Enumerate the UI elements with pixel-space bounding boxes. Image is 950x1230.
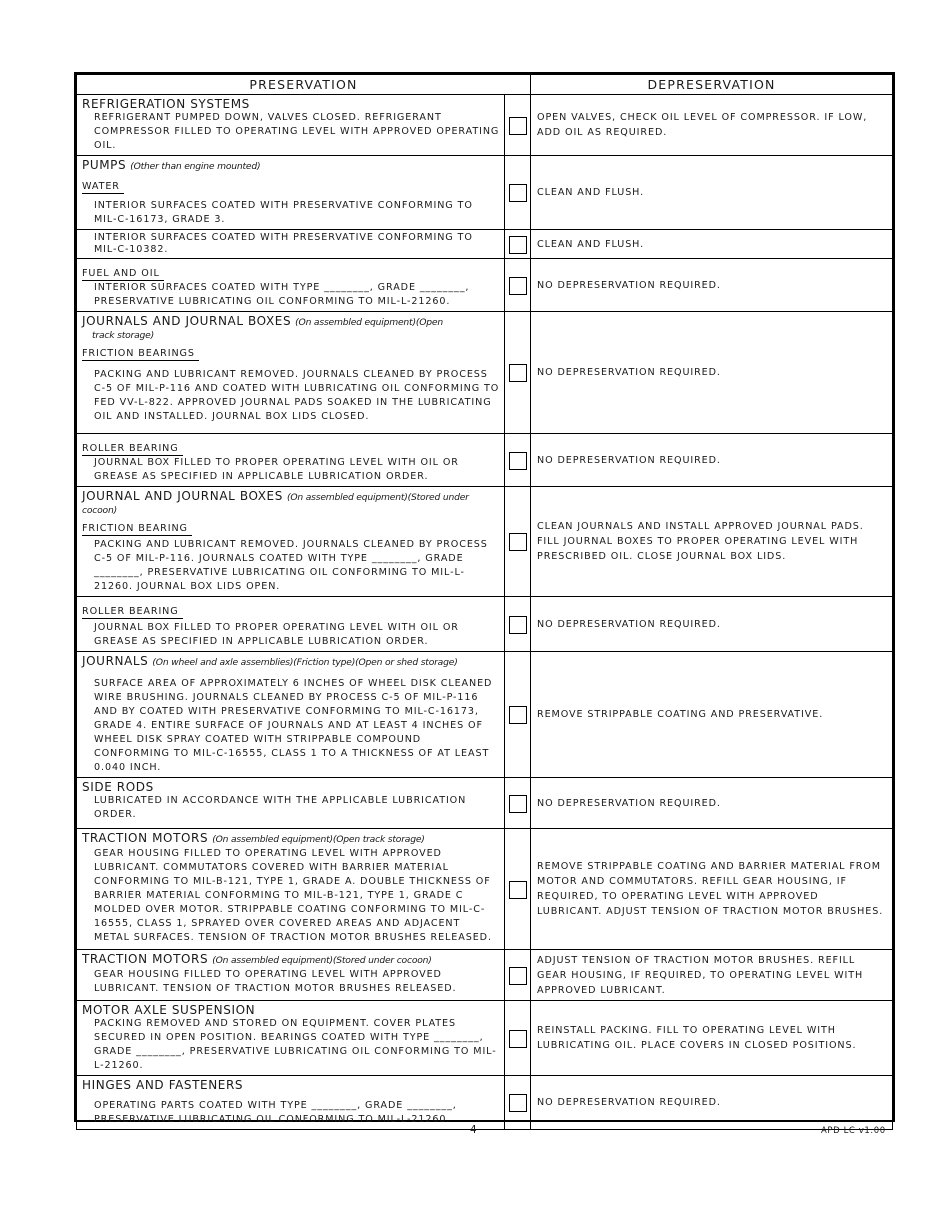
subsection-label: ROLLER BEARING [82, 442, 183, 456]
preservation-text: PACKING AND LUBRICANT REMOVED. JOURNALS CLEANED BY PROCESS C-5 OF MIL-P-116. JOURNALS COATED WITH TYPE ________, GRADE ________, PRESERVATIVE LUBRICATING OIL CONFORMING TO MIL-L-21260. JOURNAL BOX LIDS OPEN. [94, 539, 488, 592]
completion-checkbox[interactable] [509, 881, 527, 899]
table-row [77, 778, 893, 829]
table-row [77, 434, 893, 487]
table-row [77, 1076, 893, 1130]
preservation-cell [77, 829, 505, 950]
section-title: JOURNAL AND JOURNAL BOXES [82, 489, 283, 503]
section-title: MOTOR AXLE SUSPENSION [82, 1003, 256, 1017]
completion-checkbox[interactable] [509, 184, 527, 202]
depreservation-text: CLEAN AND FLUSH. [531, 156, 893, 230]
depreservation-text: REINSTALL PACKING. FILL TO OPERATING LEVEL WITH LUBRICATING OIL. PLACE COVERS IN CLOSED POSITIONS. [531, 1001, 893, 1076]
table-row [77, 95, 893, 156]
table-row [77, 950, 893, 1001]
section-note: (On assembled equipment)(Open track storage) [212, 834, 425, 845]
table-row [77, 652, 893, 778]
depreservation-text: NO DEPRESERVATION REQUIRED. [531, 434, 893, 487]
preservation-text: INTERIOR SURFACES COATED WITH PRESERVATIVE CONFORMING TO MIL-C-16173, GRADE 3. [94, 200, 473, 225]
depreservation-text: CLEAN AND FLUSH. [531, 230, 893, 259]
preservation-cell [77, 950, 505, 1001]
section-title: JOURNALS [82, 654, 149, 668]
preservation-cell [77, 259, 505, 312]
preservation-table [76, 74, 893, 1130]
section-title: JOURNALS AND JOURNAL BOXES [82, 314, 292, 328]
section-title: PUMPS [82, 158, 127, 172]
preservation-header: PRESERVATION [77, 75, 531, 95]
preservation-text: PACKING REMOVED AND STORED ON EQUIPMENT. COVER PLATES SECURED IN OPEN POSITION. BEARINGS COATED WITH TYPE ________, GRADE ________, PRESERVATIVE LUBRICATING OIL CONFORMING TO MIL-L-21260. [94, 1018, 497, 1071]
completion-checkbox[interactable] [509, 452, 527, 470]
preservation-text: JOURNAL BOX FILLED TO PROPER OPERATING LEVEL WITH OIL OR GREASE AS SPECIFIED IN APPLICABLE LUBRICATION ORDER. [94, 622, 459, 647]
completion-checkbox[interactable] [509, 795, 527, 813]
table-row [77, 230, 893, 259]
preservation-cell [77, 434, 505, 487]
subsection-label: FRICTION BEARING [82, 522, 192, 536]
preservation-text: INTERIOR SURFACES COATED WITH TYPE ________, GRADE ________, PRESERVATIVE LUBRICATING OIL CONFORMING TO MIL-L-21260. [94, 282, 470, 307]
table-header-row [77, 75, 893, 95]
preservation-table-frame [74, 72, 895, 1125]
table-row [77, 156, 893, 230]
section-note: (On assembled equipment)(Open [295, 317, 443, 328]
preservation-cell [77, 1076, 505, 1130]
subsection-label: WATER [82, 180, 124, 194]
subsection-label: ROLLER BEARING [82, 605, 183, 619]
preservation-cell [77, 95, 505, 156]
preservation-cell [77, 230, 505, 259]
preservation-cell [77, 156, 505, 230]
subsection-label: FRICTION BEARINGS [82, 347, 199, 361]
preservation-text: JOURNAL BOX FILLED TO PROPER OPERATING LEVEL WITH OIL OR GREASE AS SPECIFIED IN APPLICABLE LUBRICATION ORDER. [94, 457, 459, 482]
depreservation-text: REMOVE STRIPPABLE COATING AND PRESERVATIVE. [531, 652, 893, 778]
depreservation-text: NO DEPRESERVATION REQUIRED. [531, 259, 893, 312]
depreservation-text: NO DEPRESERVATION REQUIRED. [531, 312, 893, 434]
preservation-cell [77, 597, 505, 652]
preservation-cell [77, 487, 505, 597]
table-row [77, 487, 893, 597]
completion-checkbox[interactable] [509, 117, 527, 135]
section-title: REFRIGERATION SYSTEMS [82, 97, 250, 111]
preservation-text: INTERIOR SURFACES COATED WITH PRESERVATIVE CONFORMING TO MIL-C-10382. [94, 232, 473, 255]
depreservation-text: REMOVE STRIPPABLE COATING AND BARRIER MATERIAL FROM MOTOR AND COMMUTATORS. REFILL GEAR HOUSING, IF REQUIRED, TO OPERATING LEVEL WITH APPROVED LUBRICANT. ADJUST TENSION OF TRACTION MOTOR BRUSHES. [531, 829, 893, 950]
depreservation-text: CLEAN JOURNALS AND INSTALL APPROVED JOURNAL PADS. FILL JOURNAL BOXES TO PROPER OPERATING LEVEL WITH PRESCRIBED OIL. CLOSE JOURNAL BOX LIDS. [531, 487, 893, 597]
section-note: (On assembled equipment)(Stored under cocoon) [212, 955, 432, 966]
completion-checkbox[interactable] [509, 967, 527, 985]
section-note-continued: cocoon) [82, 505, 117, 516]
table-row [77, 829, 893, 950]
completion-checkbox[interactable] [509, 277, 527, 295]
page-number: 4 [470, 1124, 477, 1136]
preservation-text: SURFACE AREA OF APPROXIMATELY 6 INCHES OF WHEEL DISK CLEANED WIRE BRUSHING. JOURNALS CLEANED BY PROCESS C-5 OF MIL-P-116 AND BY COATED WITH PRESERVATIVE CONFORMING TO MIL-C-16173, GRADE 4. ENTIRE SURFACE OF JOURNALS AND AT LEAST 4 INCHES OF WHEEL DISK SPRAY COATED WITH STRIPPABLE COMPOUND CONFORMING TO MIL-C-16555, CLASS 1 TO A THICKNESS OF AT LEAST 0.040 INCH. [94, 678, 493, 773]
completion-checkbox[interactable] [509, 533, 527, 551]
section-note: (Other than engine mounted) [130, 161, 261, 172]
form-version: APD LC v1.00 [821, 1126, 886, 1136]
preservation-text: REFRIGERANT PUMPED DOWN, VALVES CLOSED. REFRIGERANT COMPRESSOR FILLED TO OPERATING LEVEL WITH APPROVED OPERATING OIL. [94, 112, 500, 151]
table-row [77, 1001, 893, 1076]
preservation-cell [77, 652, 505, 778]
section-title: SIDE RODS [82, 780, 154, 794]
section-title: HINGES AND FASTENERS [82, 1078, 244, 1092]
completion-checkbox[interactable] [509, 616, 527, 634]
completion-checkbox[interactable] [509, 1094, 527, 1112]
depreservation-header: DEPRESERVATION [531, 75, 893, 95]
completion-checkbox[interactable] [509, 706, 527, 724]
preservation-cell [77, 778, 505, 829]
depreservation-text: NO DEPRESERVATION REQUIRED. [531, 1076, 893, 1130]
table-row [77, 312, 893, 434]
preservation-text: GEAR HOUSING FILLED TO OPERATING LEVEL WITH APPROVED LUBRICANT. COMMUTATORS COVERED WITH BARRIER MATERIAL CONFORMING TO MIL-B-121, TYPE 1, GRADE A. DOUBLE THICKNESS OF BARRIER MATERIAL CONFORMING TO MIL-B-121, TYPE 1, GRADE C MOLDED OVER MOTOR. STRIPPABLE COATING CONFORMING TO MIL-C-16555, CLASS 1, SPRAYED OVER COVERED AREAS AND ADJACENT METAL SURFACES. TENSION OF TRACTION MOTOR BRUSHES RELEASED. [94, 848, 492, 943]
preservation-text: GEAR HOUSING FILLED TO OPERATING LEVEL WITH APPROVED LUBRICANT. TENSION OF TRACTION MOTOR BRUSHES RELEASED. [94, 969, 457, 994]
depreservation-text: ADJUST TENSION OF TRACTION MOTOR BRUSHES. REFILL GEAR HOUSING, IF REQUIRED, TO OPERATING LEVEL WITH APPROVED LUBRICANT. [531, 950, 893, 1001]
preservation-cell [77, 1001, 505, 1076]
depreservation-text: NO DEPRESERVATION REQUIRED. [531, 778, 893, 829]
section-title: TRACTION MOTORS [82, 952, 209, 966]
completion-checkbox[interactable] [509, 364, 527, 382]
section-note-continued: track storage) [92, 330, 154, 341]
preservation-text: LUBRICATED IN ACCORDANCE WITH THE APPLICABLE LUBRICATION ORDER. [94, 795, 467, 820]
depreservation-text: OPEN VALVES, CHECK OIL LEVEL OF COMPRESSOR. IF LOW, ADD OIL AS REQUIRED. [531, 95, 893, 156]
preservation-text: PACKING AND LUBRICANT REMOVED. JOURNALS CLEANED BY PROCESS C-5 OF MIL-P-116 AND COATED WITH LUBRICATING OIL CONFORMING TO FED VV-L-822. APPROVED JOURNAL PADS SOAKED IN THE LUBRICATING OIL AND INSTALLED. JOURNAL BOX LIDS CLOSED. [94, 369, 500, 422]
section-note: (On assembled equipment)(Stored under [286, 492, 469, 503]
subsection-label: FUEL AND OIL [82, 267, 164, 281]
completion-checkbox[interactable] [509, 1030, 527, 1048]
table-row [77, 597, 893, 652]
depreservation-text: NO DEPRESERVATION REQUIRED. [531, 597, 893, 652]
preservation-text: OPERATING PARTS COATED WITH TYPE ________, GRADE ________, PRESERVATIVE LUBRICATING OIL CONFORMING TO MIL-L-21260. [94, 1100, 457, 1125]
table-row [77, 259, 893, 312]
preservation-cell [77, 312, 505, 434]
section-note: (On wheel and axle assemblies)(Friction type)(Open or shed storage) [152, 657, 458, 668]
section-title: TRACTION MOTORS [82, 831, 209, 845]
completion-checkbox[interactable] [509, 236, 527, 254]
